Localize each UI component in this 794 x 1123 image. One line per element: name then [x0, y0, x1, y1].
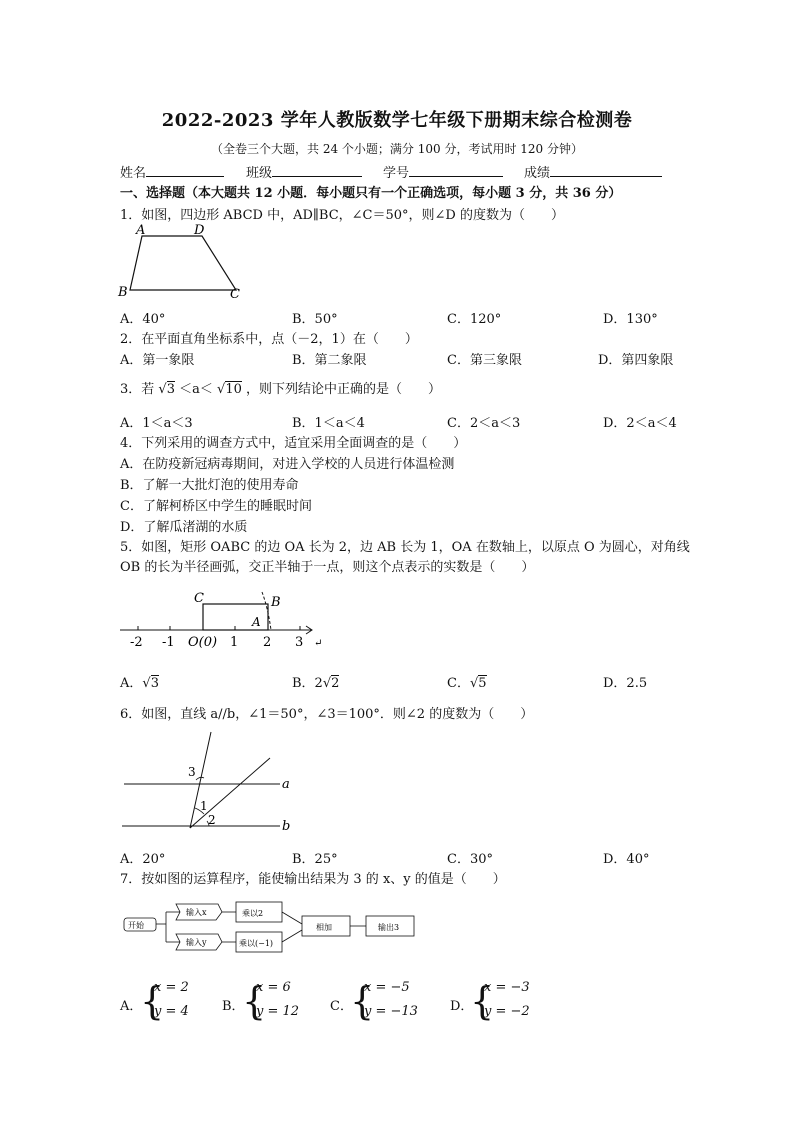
tick-label: 1 — [230, 635, 239, 650]
number-field[interactable] — [383, 162, 503, 181]
angle-1-label: 1 — [200, 799, 208, 813]
section-heading: 一、选择题（本大题共 12 小题．每小题只有一个正确选项，每小题 3 分，共 36 分） — [120, 186, 622, 201]
vertex-a-label: A — [252, 615, 261, 629]
tick-label: 3 — [295, 635, 304, 650]
q1-option-c[interactable]: C．120° — [447, 312, 502, 327]
q7-option-a[interactable]: A． { x = 2 y = 4 — [120, 979, 189, 1023]
question-5-stem-line1: 5．如图，矩形 OABC 的边 OA 长为 2，边 AB 长为 1，OA 在数轴上，以原点 O 为圆心，对角线 — [120, 540, 690, 555]
trapezoid-figure — [114, 222, 254, 302]
q5-option-d[interactable]: D．2.5 — [603, 676, 648, 691]
q6-option-b[interactable]: B．25° — [292, 852, 338, 867]
q4-option-a[interactable]: A．在防疫新冠病毒期间，对进入学校的人员进行体温检测 — [120, 457, 455, 472]
name-label: 姓名 — [120, 166, 147, 181]
q7-option-c[interactable]: C． { x = −5 y = −13 — [330, 979, 418, 1023]
score-field[interactable] — [524, 162, 662, 181]
class-field[interactable] — [246, 162, 362, 181]
q3-option-b[interactable]: B．1＜a＜4 — [292, 416, 365, 431]
line-a-label: a — [282, 777, 290, 792]
tick-label: O(0) — [188, 635, 218, 650]
tick-label: -2 — [130, 635, 143, 650]
parallel-lines-figure — [116, 726, 306, 838]
flowchart-figure — [118, 894, 420, 956]
q6-option-a[interactable]: A．20° — [120, 852, 166, 867]
vertex-c-label: C — [194, 591, 204, 606]
line-b-label: b — [282, 819, 291, 834]
angle-3-label: 3 — [188, 765, 196, 779]
vertex-b-label: B — [271, 595, 281, 610]
number-label: 学号 — [383, 166, 410, 181]
flow-input-x: 输入x — [186, 908, 207, 917]
question-4-stem: 4．下列采用的调查方式中，适宜采用全面调查的是（ ） — [120, 436, 467, 451]
q3-option-a[interactable]: A．1＜a＜3 — [120, 416, 193, 431]
tick-label: -1 — [162, 635, 175, 650]
sqrt-10: √10 — [217, 382, 242, 397]
tick-label: 2 — [263, 635, 272, 650]
q5-option-b[interactable]: B．2√2 — [292, 676, 340, 691]
class-label: 班级 — [246, 166, 273, 181]
angle-2-label: 2 — [208, 813, 216, 827]
question-2-stem: 2．在平面直角坐标系中，点（－2，1）在（ ） — [120, 332, 418, 347]
question-6-stem: 6．如图，直线 a//b，∠1＝50°，∠3＝100°．则∠2 的度数为（ ） — [120, 707, 534, 722]
exam-info: （全卷三个大题，共 24 个小题；满分 100 分，考试用时 120 分钟） — [211, 142, 583, 156]
q1-option-a[interactable]: A．40° — [120, 312, 166, 327]
vertex-b-label: B — [118, 285, 128, 300]
q6-option-d[interactable]: D．40° — [603, 852, 650, 867]
q5-option-c[interactable]: C．√5 — [447, 676, 487, 691]
q1-option-b[interactable]: B．50° — [292, 312, 338, 327]
q6-option-c[interactable]: C．30° — [447, 852, 493, 867]
flow-input-y: 输入y — [186, 938, 207, 947]
page-title: 2022-2023 学年人教版数学七年级下册期末综合检测卷 — [161, 110, 633, 131]
q2-option-c[interactable]: C．第三象限 — [447, 353, 522, 368]
vertex-c-label: C — [230, 287, 240, 302]
question-5-stem-line2: OB 的长为半径画弧，交正半轴于一点，则这个点表示的实数是（ ） — [120, 560, 535, 575]
flow-output: 输出3 — [378, 923, 400, 932]
question-7-stem: 7．按如图的运算程序，能使输出结果为 3 的 x、y 的值是（ ） — [120, 872, 506, 887]
q2-option-b[interactable]: B．第二象限 — [292, 353, 367, 368]
q7-option-b[interactable]: B． { x = 6 y = 12 — [222, 979, 300, 1023]
flow-add: 相加 — [316, 923, 332, 932]
q4-option-c[interactable]: C．了解柯桥区中学生的睡眠时间 — [120, 499, 312, 514]
question-1-stem: 1．如图，四边形 ABCD 中，AD∥BC，∠C＝50°，则∠D 的度数为（ ） — [120, 208, 564, 223]
q7-option-d[interactable]: D． { x = −3 y = −2 — [450, 979, 530, 1023]
return-mark: ↵ — [314, 638, 323, 649]
flow-multiply-2: 乘以2 — [242, 909, 264, 918]
q4-option-b[interactable]: B．了解一大批灯泡的使用寿命 — [120, 478, 299, 493]
q5-option-a[interactable]: A．√3 — [120, 676, 159, 691]
q3-option-c[interactable]: C．2＜a＜3 — [447, 416, 521, 431]
flow-multiply-neg1: 乘以(−1) — [239, 939, 274, 948]
question-3-stem: 3．若 √3 ＜a＜ √10 ，则下列结论中正确的是（ ） — [120, 382, 442, 397]
q1-option-d[interactable]: D．130° — [603, 312, 658, 327]
sqrt-3: √3 — [158, 382, 175, 397]
vertex-a-label: A — [136, 223, 146, 238]
q4-option-d[interactable]: D．了解瓜渚湖的水质 — [120, 520, 248, 535]
q2-option-a[interactable]: A．第一象限 — [120, 353, 195, 368]
q3-option-d[interactable]: D．2＜a＜4 — [603, 416, 677, 431]
name-field[interactable] — [120, 162, 224, 181]
q2-option-d[interactable]: D．第四象限 — [598, 353, 674, 368]
vertex-d-label: D — [194, 223, 205, 238]
flow-start: 开始 — [128, 921, 144, 930]
score-label: 成绩 — [524, 166, 551, 181]
number-line-figure — [116, 588, 336, 650]
